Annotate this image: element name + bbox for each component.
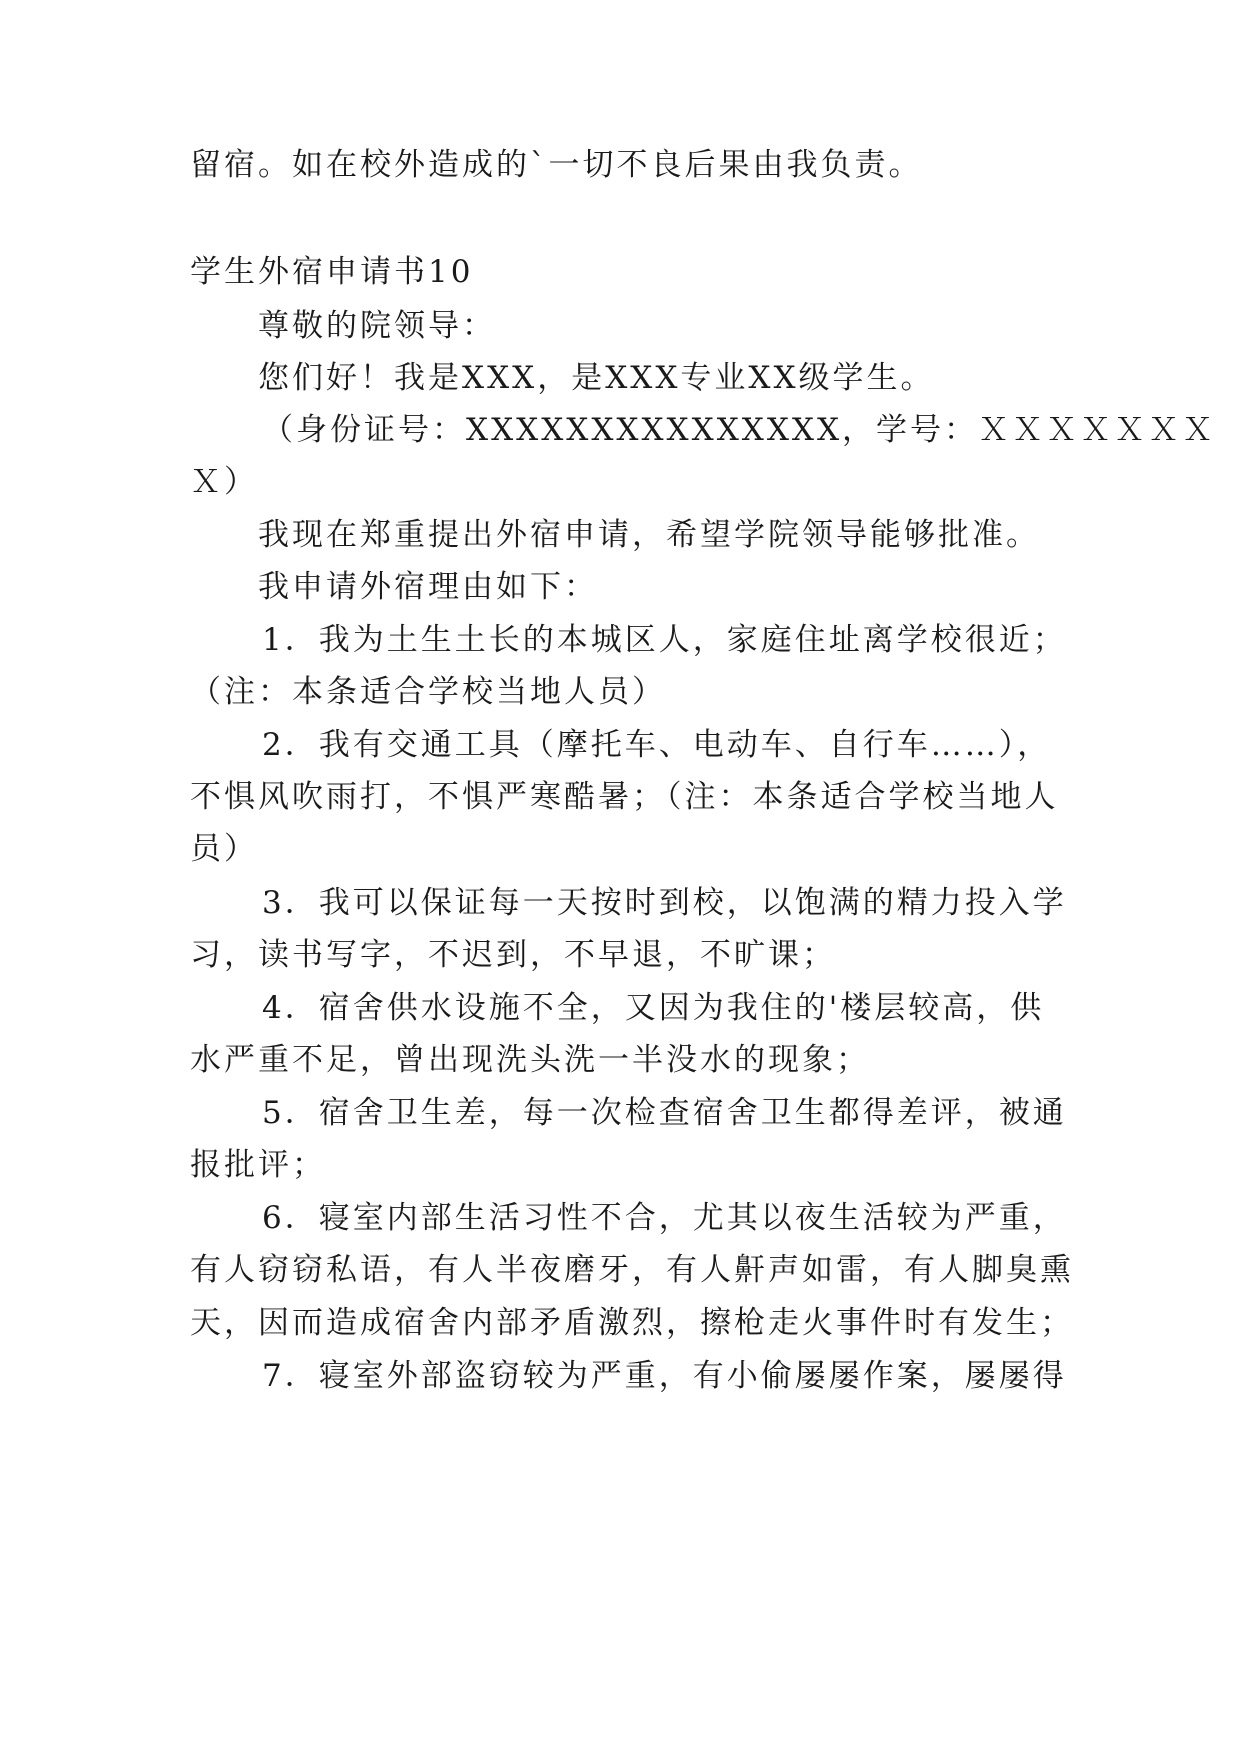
- salutation: 尊敬的院领导：: [258, 308, 496, 344]
- request-line: 我现在郑重提出外宿申请，希望学院领导能够批准。: [258, 517, 1040, 553]
- reason-4-line: 4．宿舍供水设施不全，又因为我住的'楼层较高，供: [262, 990, 1045, 1026]
- reason-1-note: （注：本条适合学校当地人员）: [190, 674, 666, 710]
- reason-4-line-cont: 水严重不足，曾出现洗头洗一半没水的现象；: [190, 1042, 870, 1078]
- document-title: 学生外宿申请书10: [190, 254, 474, 290]
- reason-6-line: 6．寝室内部生活习性不合，尤其以夜生活较为严重，: [262, 1200, 1067, 1236]
- reasons-intro: 我申请外宿理由如下：: [258, 569, 598, 605]
- reason-6-line-cont: 有人窃窃私语，有人半夜磨牙，有人鼾声如雷，有人脚臭熏: [190, 1252, 1074, 1288]
- id-info-line-cont: Ｘ）: [190, 464, 258, 500]
- reason-1-line: 1．我为土生土长的本城区人，家庭住址离学校很近；: [262, 622, 1067, 658]
- reason-5-line: 5．宿舍卫生差，每一次检查宿舍卫生都得差评，被通: [262, 1095, 1067, 1131]
- greeting-line: 您们好！我是XXX，是XXX专业XX级学生。: [258, 360, 935, 396]
- reason-3-line-cont: 习，读书写字，不迟到，不早退，不旷课；: [190, 937, 836, 973]
- text-line-continuation: 留宿。如在校外造成的`一切不良后果由我负责。: [190, 147, 923, 183]
- reason-2-line: 2．我有交通工具（摩托车、电动车、自行车……），: [262, 727, 1052, 763]
- reason-2-line-end: 员）: [190, 831, 258, 867]
- id-info-line: （身份证号：XXXXXXXXXXXXXXX，学号：ＸＸＸＸＸＸＸ: [262, 412, 1217, 448]
- reason-6-line-end: 天，因而造成宿舍内部矛盾激烈，擦枪走火事件时有发生；: [190, 1305, 1074, 1341]
- reason-5-line-cont: 报批评；: [190, 1147, 326, 1183]
- reason-3-line: 3．我可以保证每一天按时到校，以饱满的精力投入学: [262, 885, 1067, 921]
- reason-2-line-cont: 不惧风吹雨打，不惧严寒酷暑；（注：本条适合学校当地人: [190, 779, 1059, 815]
- reason-7-line: 7．寝室外部盗窃较为严重，有小偷屡屡作案，屡屡得: [262, 1358, 1067, 1394]
